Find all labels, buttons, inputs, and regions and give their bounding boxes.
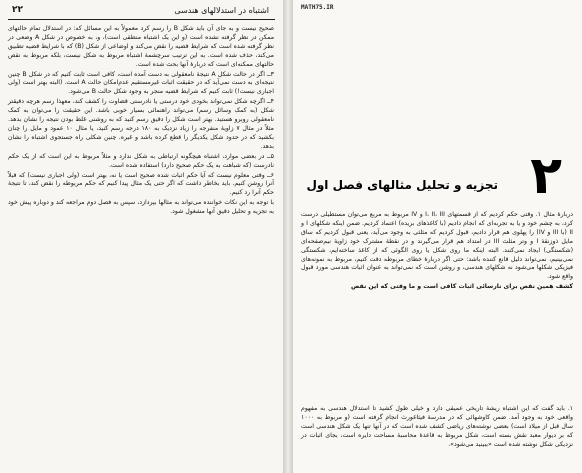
right-page-body (301, 211, 573, 293)
chapter-number: ۲ (530, 146, 562, 206)
site-watermark: MATH75.IR (301, 4, 334, 11)
footnote (301, 405, 573, 451)
right-book-page (293, 0, 582, 473)
book-gutter (283, 0, 293, 473)
paragraph: ۵ــ در بعضی موارد، اشتباه هیچگونه ارتباطی به شکل ندارد و مثلاً مربوط به این است که از یک حکم نادرست (که شباهت به یک حکم صحیح دارد) استفاده شده است. (8, 152, 274, 169)
left-book-page (0, 0, 284, 473)
paragraph: صحیح نیست و به جای آن باید شکل B را رسم کرد معمولاً به این مسائل که: در استدلال تمام حالتهای ممکن در نظر گرفته نشده است (و این یک اشتباه منطقی است)، و، به خصوص در شکل A وضعی در نظر گرفته شده است که شرایط قضیه را نقض می‌کند و اوضاعی از شکل (B) که با شرایط قضیه تطبیق می‌کند، حذف شده است. به این ترتیب سرچشمهٔ اشتباه مربوط به شکل نیست، بلکه مربوط به نقص حالتهای ممکنه‌ای است که دربارهٔ آنها بحث شده است. (8, 25, 275, 68)
left-page-body (8, 25, 274, 218)
running-header-title: اشتباه در استدلالهای هندسی (174, 6, 269, 15)
paragraph: دربارهٔ مثال ۱. وقتی حکم کردیم که از قسمتهای I، II، III و IV مربوط به مربع می‌توان مستطیلی درست کرد، به چشم خود و یا به تجربه‌ای که انجام دادیم (با کاغذهای بریده) اعتماد کردیم. ضمن اینکه شکلهای I و II (با III و IV) را پهلوی هم قرار دادیم، قبول کردیم که مثلثی به وجود می‌آید، یعنی قبول کردیم که ساق مایل ذوزنقهٔ I و وتر مثلث III در امتداد هم قرار می‌گیرند و در نقطهٔ مشترک خود زاویهٔ نیم‌صفحه‌ای (شکستگی) ایجاد نمی‌کنند. البته اینکه ما روی شکل یا روی الگوئی که از کاغذ ساخته‌ایم، شکستگی نمی‌بینیم، نمی‌تواند دلیل قانع کننده باشد: حتی اگر دربارهٔ خطای مربوطه دقت کنیم، مربوط به نمونه‌های فیزیکی شکلها می‌شود نه شکلهای هندسی، و روشن است که نمی‌تواند به عنوان اثبات هندسی مورد قبول واقع شود. (301, 211, 573, 281)
paragraph: ۶ــ وقتی معلوم نیست که آیا حکم اثبات شده صحیح است یا نه، بهتر است (ولی اجباری نیست) که قبلاً آنرا روشن کنیم. باید بخاطر داشت که اگر حتی یک مثال پیدا کنیم که حکم مربوطه را نقض کند، تا نتیجهٔ حکم آنرا رد کنیم. (8, 171, 274, 197)
page-header (8, 5, 275, 20)
chapter-title: تجزیه و تحلیل مثالهای فصل اول (306, 178, 498, 192)
paragraph: با توجه به این نکات خواننده می‌تواند به مثالها بپردازد، سپس به فصل دوم مراجعه کند و دوباره پیش خود به تجزیه و تحلیل دقیق آنها مشغول شود. (8, 199, 274, 216)
footnote-text: ۱. باید گفت که این اشتباه ریشهٔ تاریخی عمیقی دارد و خیلی طول کشید تا استدلال هندسی به مفهوم واقعی خود به وجود آمد. ضمن کاوشهائی که در مدرسهٔ فیثاغورث انجام گرفته است (و مربوط به ۱۰۰۰ سال قبل از میلاد است) بعضی نوشته‌های ریاضی کشف شده است که در آنها تنها یک شکل هندسی است که بر دیوار معبد نقش بسته است، شکل مربوط به قاعدهٔ محاسبهٔ مساحت دایره است، بجای اثبات در نزدیکی شکل نوشته شده است «ببینید می‌شود». (301, 405, 573, 448)
paragraph: ۴ــ اگرچه شکل نمی‌تواند بخودی خود درستی یا نادرستی قضاوت را کشف کند، معهذا رسم هرچه دقیقتر شکل (به کمک وسائل رسم) می‌تواند راهنمائی بسیار خوبی باشد. این حقیقت را می‌توان به کمک نامعقولی روبرو هستید. بهتر است شکل را دقیق رسم کنید که به روشنی غلط بودن نتیجه را نشان بدهد. مثلاً در مثال ۷ زاویهٔ منفرجه را زیاد نزدیک به ۱۸۰ درجه رسم کنید، یا مثال ۱۰ عمود و مایل را چنان بکشید که در حدود شکل یکدیگر را قطع کرده باشد و غیره. چنین شکلی راه جستجوی اشتباه را نشان بدهد. (8, 98, 274, 150)
bold-line: کشف همین نقص برای نارسائی اثبات کافی است و ما وقتی که این نقص (351, 283, 573, 291)
paragraph: ۳ــ اگر در حالت شکل A نتیجهٔ نامعقولی به دست آمده است، کافی است ثابت کنیم که در شکل B چنین نتیجه‌ای به دست نمی‌آید که در حقیقت اثبات غیرمستقیم عدم‌امکان حالت A است. (البته بهتر است (ولی اجباری نیست!) ثابت کنیم که شرایط قضیه منجر به وجود شکل حالت B می‌شود. (8, 70, 274, 96)
page-number: ۲۲ (12, 5, 23, 15)
